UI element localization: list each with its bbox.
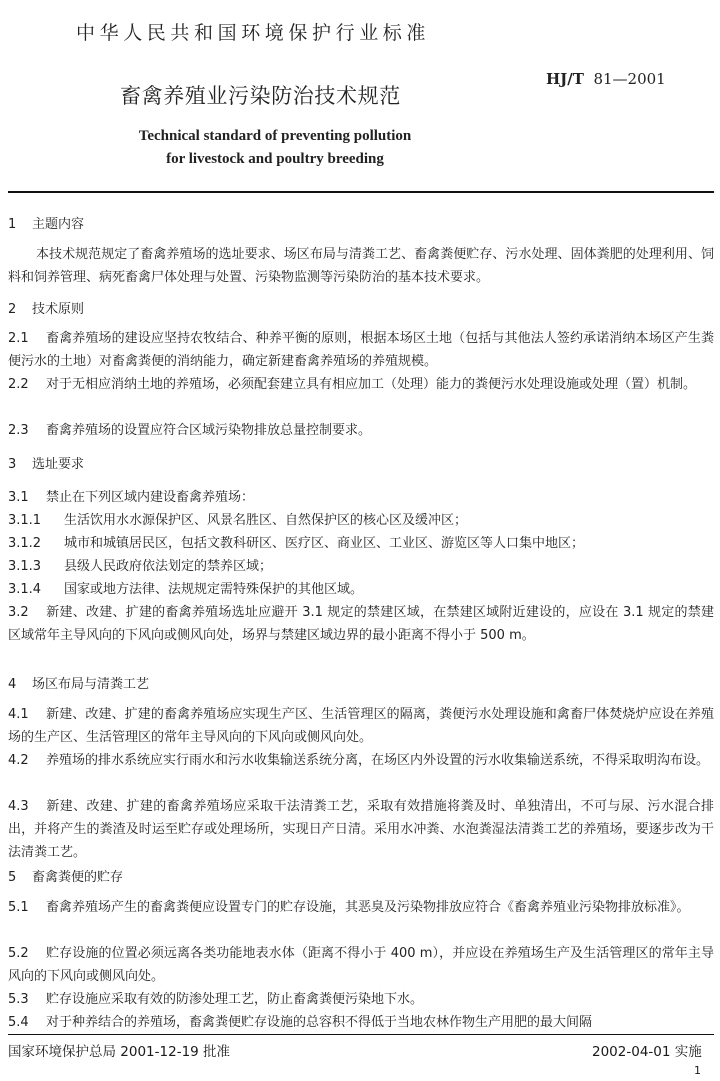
section-heading-1: 1 主题内容 [8,217,85,232]
document-title-en-line1: Technical standard of preventing pollution [138,128,412,144]
clause-3-1-4: 3.1.4 国家或地方法律、法规规定需特殊保护的其他区域。 [8,582,364,597]
clause-5-4: 5.4 对于种养结合的养殖场，畜禽粪便贮存设施的总容积不得低于当地农林作物生产用肥的最大间隔 [8,1015,593,1030]
section-heading-5: 5 畜禽粪便的贮存 [8,870,124,885]
clause-4-1: 4.1 新建、改建、扩建的畜禽养殖场应实现生产区、生活管理区的隔离，粪便污水处理设施和禽畜尸体焚烧炉应设在养殖场的生产区、生活管理区的常年主导风向的下风向或侧风向处。 [8,707,714,745]
issuer-line: 中华人民共和国环境保护行业标准 [76,22,431,44]
effective-date: 2002-04-01 实施 [592,1044,702,1060]
section-heading-4: 4 场区布局与清粪工艺 [8,677,150,692]
standard-code-prefix: HJ/T [546,70,584,88]
clause-3-1-1: 3.1.1 生活饮用水水源保护区、风景名胜区、自然保护区的核心区及缓冲区； [8,513,468,528]
document-title-zh: 畜禽养殖业污染防治技术规范 [120,84,401,108]
clause-5-3: 5.3 贮存设施应采取有效的防渗处理工艺，防止畜禽粪便污染地下水。 [8,992,424,1007]
standard-code-number: 81—2001 [593,70,666,88]
clause-2-1: 2.1 畜禽养殖场的建设应坚持农牧结合、种养平衡的原则，根据本场区土地（包括与其他法人签约承诺消纳本场区产生粪便污水的土地）对畜禽粪便的消纳能力，确定新建畜禽养殖场的养殖规模。 [8,331,714,369]
clause-4-2: 4.2 养殖场的排水系统应实行雨水和污水收集输送系统分离，在场区内外设置的污水收集输送系统，不得采取明沟布设。 [8,753,710,768]
clause-4-3: 4.3 新建、改建、扩建的畜禽养殖场应采取干法清粪工艺，采取有效措施将粪及时、单独清出，不可与尿、污水混合排出，并将产生的粪渣及时运至贮存或处理场所，实现日产日清。采用水冲粪、水泡粪湿法清粪工艺的养殖场，要逐步改为干法清粪工艺。 [8,799,714,860]
footer-rule [8,1034,714,1035]
section-heading-3: 3 选址要求 [8,457,85,472]
clause-5-1: 5.1 畜禽养殖场产生的畜禽粪便应设置专门的贮存设施，其恶臭及污染物排放应符合《畜禽养殖业污染物排放标准》。 [8,900,690,915]
page-number: 1 [694,1064,701,1077]
header-rule [8,191,714,193]
document-title-en-line2: for livestock and poultry breeding [166,151,384,167]
clause-3-1-3: 3.1.3 县级人民政府依法划定的禁养区域； [8,559,273,574]
clause-2-3: 2.3 畜禽养殖场的设置应符合区域污染物排放总量控制要求。 [8,423,372,438]
clause-3-1-2: 3.1.2 城市和城镇居民区，包括文教科研区、医疗区、商业区、工业区、游览区等人口集中地区； [8,536,585,551]
clause-3-1: 3.1 禁止在下列区域内建设畜禽养殖场： [8,490,255,505]
clause-5-2: 5.2 贮存设施的位置必须远离各类功能地表水体（距离不得小于 400 m），并应设在养殖场生产及生活管理区的常年主导风向的下风向或侧风向处。 [8,946,714,984]
standard-code [546,70,666,88]
clause-2-2: 2.2 对于无相应消纳土地的养殖场，必须配套建立具有相应加工（处理）能力的粪便污水处理设施或处理（置）机制。 [8,377,697,392]
paragraph-1: 本技术规范规定了畜禽养殖场的选址要求、场区布局与清粪工艺、畜禽粪便贮存、污水处理、固体粪肥的处理利用、饲料和饲养管理、病死畜禽尸体处理与处置、污染物监测等污染防治的基本技术要求。 [8,247,714,285]
clause-3-2: 3.2 新建、改建、扩建的畜禽养殖场选址应避开 3.1 规定的禁建区域，在禁建区域附近建设的，应设在 3.1 规定的禁建区域常年主导风向的下风向或侧风向处，场界与禁建区域边界的最小距离不得小于 500 m。 [8,605,714,643]
section-heading-2: 2 技术原则 [8,302,85,317]
approval-note: 国家环境保护总局 2001-12-19 批准 [8,1044,231,1060]
